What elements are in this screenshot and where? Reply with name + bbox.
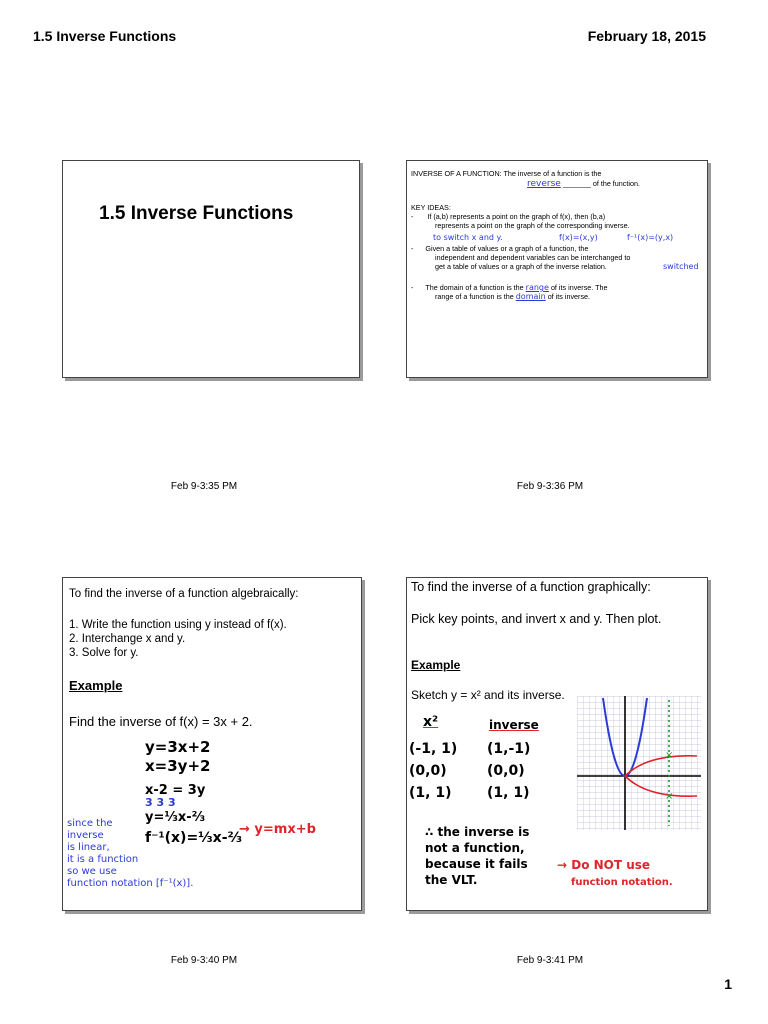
hand-note-4: switched (663, 262, 699, 271)
side-note: since the inverse is linear, it is a function so we use function notation [f⁻¹(x)]. (67, 818, 194, 889)
slope-intercept-note: → y=mx+b (239, 822, 316, 837)
bullet-1: - If (a,b) represents a point on the graph of f(x), then (b,a) represents a point on the graph of the corresponding inverse. (411, 212, 630, 230)
slide-3-heading: To find the inverse of a function algebraically: (69, 588, 299, 600)
table-row: (1, 1) (409, 785, 452, 801)
table-col-2 (487, 738, 530, 804)
table-row: (0,0) (409, 763, 447, 779)
slide-3 (62, 577, 362, 911)
slide-4-heading: To find the inverse of a function graphically: (411, 580, 651, 594)
step-1: 1. Write the function using y instead of f(x). (69, 619, 287, 631)
step-3: 3. Solve for y. (69, 647, 139, 659)
page-header-date: February 18, 2015 (587, 28, 706, 44)
slide-4-timestamp: Feb 9-3:41 PM (516, 955, 584, 966)
bullet-3: - The domain of a function is the range of its inverse. The range of a function is the domain of its inverse. (411, 283, 608, 301)
slide-4 (406, 577, 708, 911)
hand-note-1: to switch x and y. (433, 233, 503, 242)
example-label: Example (69, 678, 123, 693)
page-number: 1 (724, 976, 732, 992)
bullet-2: - Given a table of values or a graph of a function, the independent and dependent variables can be interchanged to get a table of values or a graph of the inverse relation. (411, 244, 631, 271)
notation-warning: → Do NOT use function notation. (557, 858, 673, 888)
intro-line-2: reverse _______ of the function. (527, 179, 640, 189)
intro-line: INVERSE OF A FUNCTION: The inverse of a function is the (411, 169, 602, 178)
hand-note-3: f⁻¹(x)=(y,x) (627, 233, 674, 242)
algebra-work: y=3x+2 x=3y+2 x-2 = 3y 3 3 3 y=⅓x-⅔ f⁻¹(x)=⅓x-⅔ (145, 738, 242, 846)
svg-text:×: × (665, 750, 674, 761)
table-col-1 (409, 738, 457, 804)
table-row: (1, 1) (487, 785, 530, 801)
svg-text:×: × (665, 791, 674, 802)
example-prompt: Find the inverse of f(x) = 3x + 2. (69, 714, 253, 729)
col-inverse-label: inverse (489, 718, 539, 732)
slide-1-title: 1.5 Inverse Functions (99, 203, 294, 224)
table-row: (0,0) (487, 763, 525, 779)
slide-2 (406, 160, 708, 378)
inverse-graph (577, 696, 701, 830)
slide-4-example-label: Example (411, 658, 461, 672)
table-row: (-1, 1) (409, 741, 458, 757)
table-row: (1,-1) (487, 741, 531, 757)
hand-note-2: f(x)=(x,y) (559, 233, 598, 242)
page-header-title: 1.5 Inverse Functions (33, 28, 177, 44)
slide-2-timestamp: Feb 9-3:36 PM (516, 481, 584, 492)
vlt-note: ∴ the inverse is not a function, because it fails the VLT. (425, 825, 530, 887)
key-ideas-label: KEY IDEAS: (411, 203, 451, 212)
steps-list (69, 618, 287, 660)
slide-4-line2: Pick key points, and invert x and y. Then plot. (411, 612, 662, 626)
sketch-prompt: Sketch y = x² and its inverse. (411, 688, 565, 702)
step-2: 2. Interchange x and y. (69, 633, 186, 645)
col-x2-label: x² (423, 714, 439, 730)
slide-1-timestamp: Feb 9-3:35 PM (170, 481, 238, 492)
slide-3-timestamp: Feb 9-3:40 PM (170, 955, 238, 966)
slide-1 (62, 160, 360, 378)
